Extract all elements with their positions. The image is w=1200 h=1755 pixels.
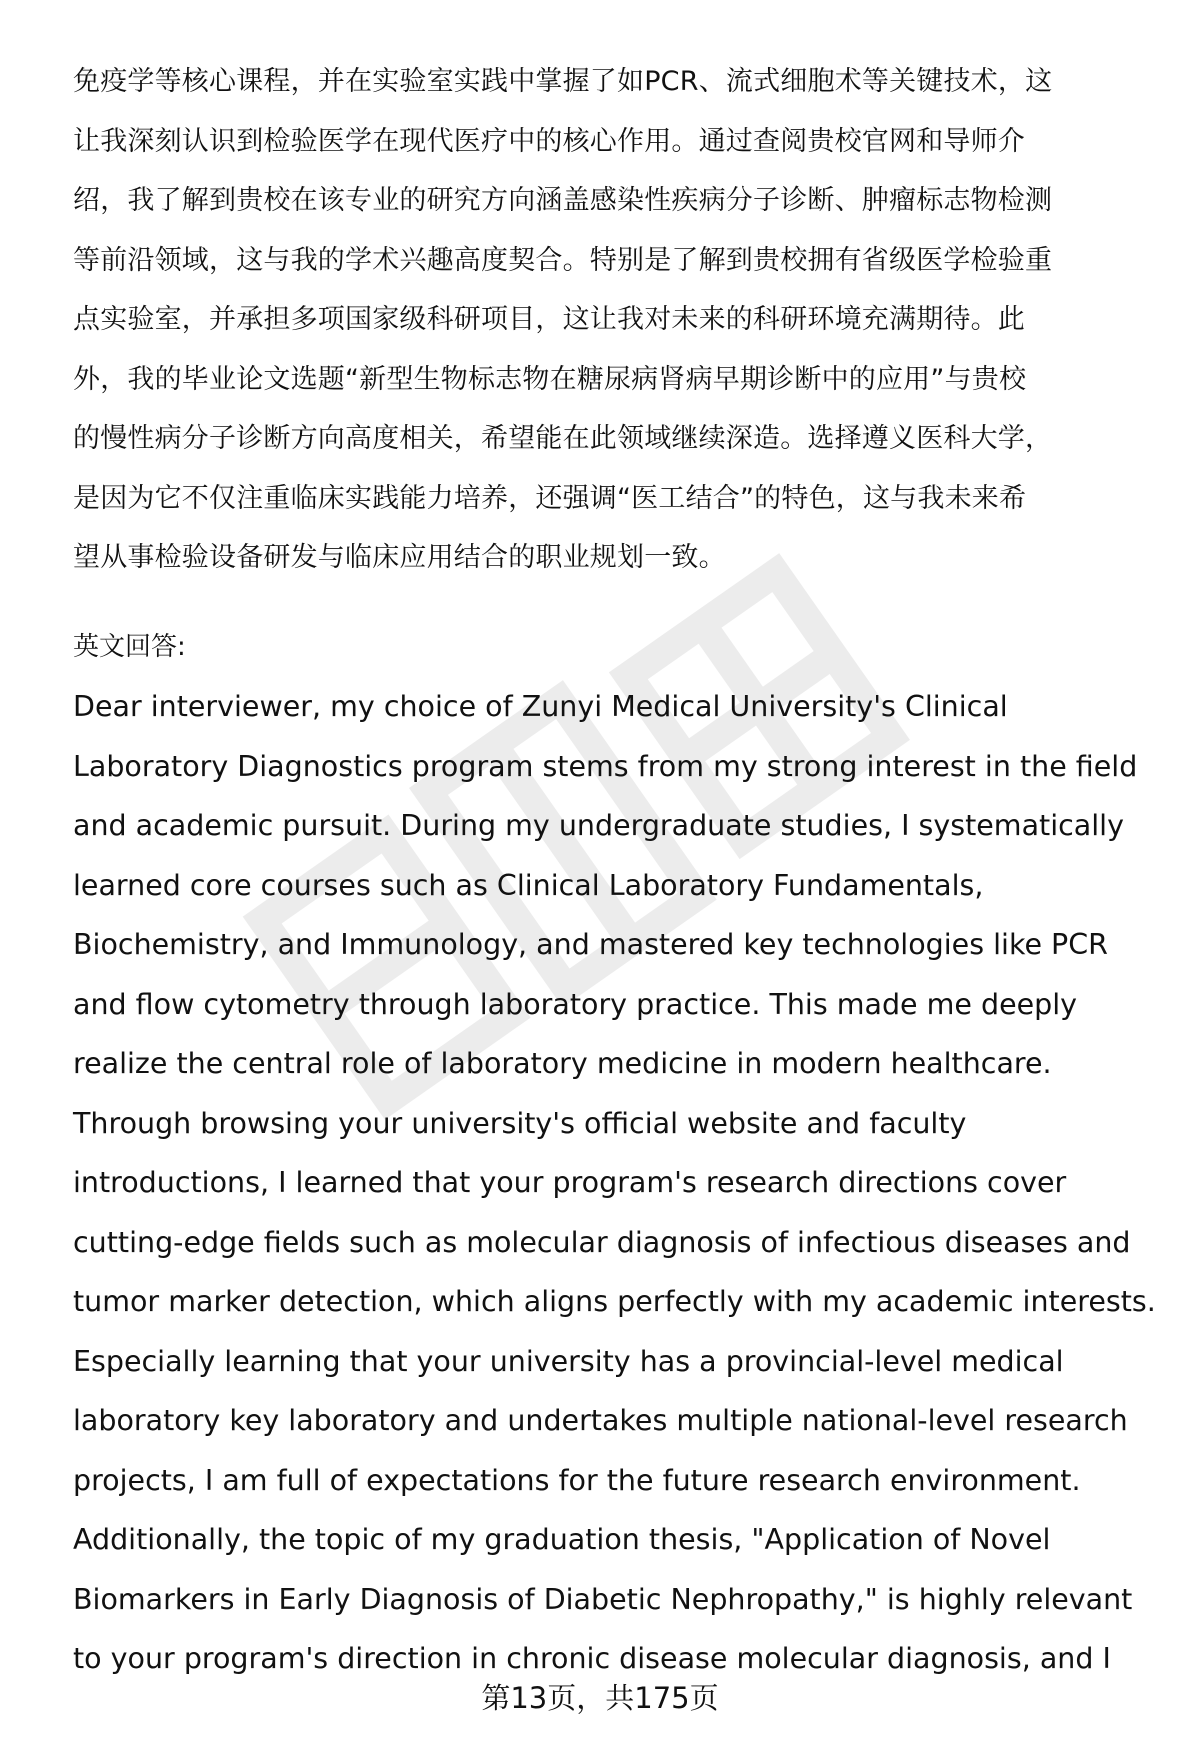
text-line: realize the central role of laboratory medicine in modern healthcare.	[73, 1047, 1052, 1080]
text-line: Additionally, the topic of my graduation thesis, "Application of Novel	[73, 1523, 1051, 1556]
text-line: 绍，我了解到贵校在该专业的研究方向涵盖感染性疾病分子诊断、肿瘤标志物检测	[73, 185, 1053, 216]
document-body	[73, 52, 1156, 1689]
text-line: cutting-edge fields such as molecular diagnosis of infectious diseases and	[73, 1225, 1131, 1259]
text-line: 等前沿领域，这与我的学术兴趣高度契合。特别是了解到贵校拥有省级医学检验重	[73, 244, 1053, 276]
text-line: and academic pursuit. During my undergraduate studies, I systematically	[73, 809, 1124, 842]
chinese-answer-paragraph	[73, 52, 1143, 588]
text-line: projects, I am full of expectations for the future research environment.	[73, 1463, 1081, 1497]
text-line: 外，我的毕业论文选题“新型生物标志物在糖尿病肾病早期诊断中的应用”与贵校	[73, 363, 1027, 395]
text-line: introductions, I learned that your program's research directions cover	[73, 1166, 1067, 1199]
text-line: tumor marker detection, which aligns perfectly with my academic interests.	[73, 1285, 1156, 1318]
text-line: 望从事检验设备研发与临床应用结合的职业规划一致。	[73, 542, 726, 573]
text-line: Laboratory Diagnostics program stems from my strong interest in the field	[73, 749, 1138, 783]
text-line: learned core courses such as Clinical Laboratory Fundamentals,	[73, 868, 984, 902]
text-line: Dear interviewer, my choice of Zunyi Medical University's Clinical	[73, 690, 1008, 723]
text-line: 点实验室，并承担多项国家级科研项目，这让我对未来的科研环境充满期待。此	[73, 304, 1025, 335]
page-number-footer: 第13页，共175页	[481, 1681, 719, 1715]
text-line: 是因为它不仅注重临床实践能力培养，还强调“医工结合”的特色，这与我未来希	[73, 482, 1027, 514]
text-line: Biochemistry, and Immunology, and mastered key technologies like PCR	[73, 928, 1108, 961]
text-line: Biomarkers in Early Diagnosis of Diabetic Nephropathy," is highly relevant	[73, 1582, 1133, 1616]
english-answer-paragraph	[73, 677, 1156, 1689]
text-line: and flow cytometry through laboratory practice. This made me deeply	[73, 987, 1078, 1021]
text-line: to your program's direction in chronic disease molecular diagnosis, and I	[73, 1642, 1111, 1675]
text-line: 的慢性病分子诊断方向高度相关，希望能在此领域继续深造。选择遵义医科大学，	[73, 423, 1053, 454]
english-answer-label: 英文回答:	[73, 631, 186, 662]
text-line: Especially learning that your university has a provincial-level medical	[73, 1344, 1064, 1378]
text-line: 让我深刻认识到检验医学在现代医疗中的核心作用。通过查阅贵校官网和导师介	[73, 125, 1025, 157]
text-line: laboratory key laboratory and undertakes multiple national-level research	[73, 1404, 1128, 1437]
text-line: 免疫学等核心课程，并在实验室实践中掌握了如PCR、流式细胞术等关键技术，这	[73, 66, 1053, 97]
text-line: Through browsing your university's official website and faculty	[73, 1106, 967, 1140]
